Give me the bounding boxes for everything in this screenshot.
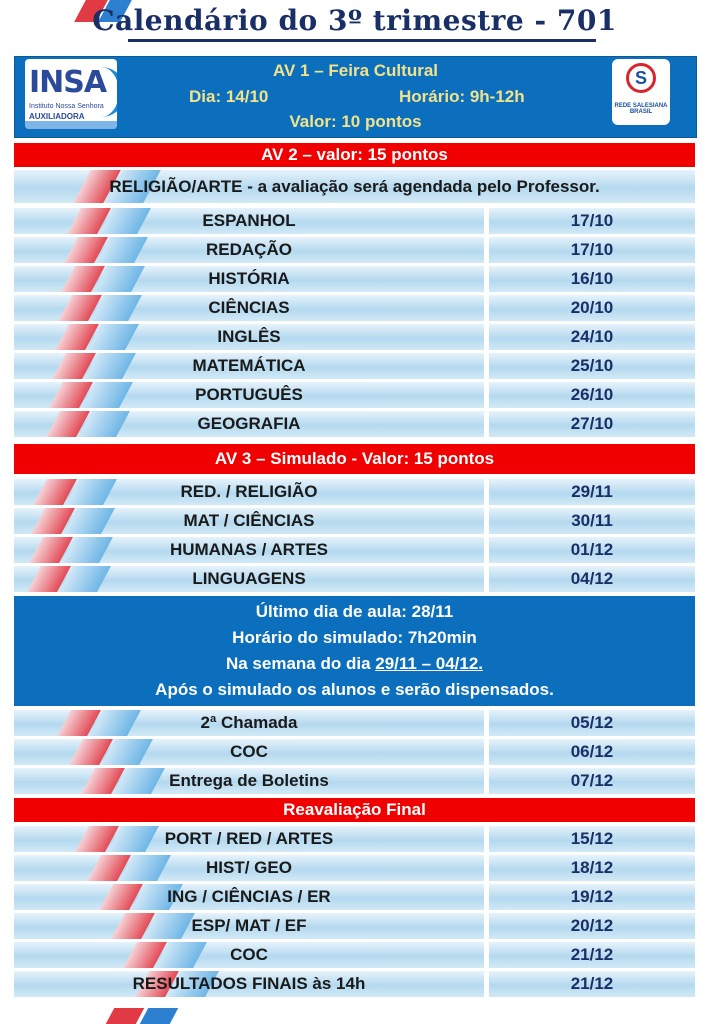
- date-cell: [489, 971, 695, 997]
- date-label: 30/11: [571, 511, 613, 530]
- subject-cell: [14, 353, 484, 379]
- date-cell: [489, 942, 695, 968]
- subject-cell: [14, 266, 484, 292]
- date-label: 24/10: [570, 327, 614, 346]
- date-cell: [489, 710, 695, 736]
- subject-label: HUMANAS / ARTES: [169, 540, 329, 559]
- corner-stripe-blue-bottom: [140, 1008, 179, 1024]
- date-label: 18/12: [570, 858, 614, 877]
- date-cell: [489, 208, 695, 234]
- date-label: 19/12: [570, 887, 614, 906]
- info-dismissal: Após o simulado os alunos e serão dispensados.: [155, 680, 554, 699]
- date-label: 20/10: [570, 298, 614, 317]
- subject-cell: [14, 942, 484, 968]
- date-label: 04/12: [570, 569, 614, 588]
- subject-cell: [14, 971, 484, 997]
- date-label: 27/10: [570, 414, 614, 433]
- date-cell: [489, 353, 695, 379]
- av3-header: AV 3 – Simulado - Valor: 15 pontos: [14, 444, 695, 474]
- subject-label: PORTUGUÊS: [195, 385, 303, 404]
- date-cell: [489, 295, 695, 321]
- av1-time: Horário: 9h-12h: [399, 87, 525, 106]
- subject-cell: [14, 295, 484, 321]
- insa-logo-name: AUXILIADORA: [29, 112, 85, 121]
- info-last-day: Último dia de aula: 28/11: [255, 602, 454, 621]
- date-cell: [489, 237, 695, 263]
- date-label: 20/12: [570, 916, 614, 935]
- subject-label: ING / CIÊNCIAS / ER: [167, 887, 331, 906]
- date-label: 21/12: [570, 974, 614, 993]
- subject-label: COC: [230, 742, 268, 761]
- subject-label: CIÊNCIAS: [208, 298, 290, 317]
- subject-cell: [14, 382, 484, 408]
- date-cell: [489, 913, 695, 939]
- info-week-prefix: Na semana do dia: [225, 654, 376, 673]
- subject-cell: [14, 411, 484, 437]
- date-label: 15/12: [570, 829, 614, 848]
- av1-title: AV 1 – Feira Cultural: [272, 61, 438, 80]
- subject-label: INGLÊS: [217, 327, 281, 346]
- av2-header: AV 2 – valor: 15 pontos: [14, 143, 695, 167]
- info-week-dates: 29/11 – 04/12.: [375, 654, 484, 673]
- date-cell: [489, 479, 695, 505]
- subject-label: MATEMÁTICA: [192, 356, 306, 375]
- subject-cell: [14, 710, 484, 736]
- date-label: 01/12: [570, 540, 614, 559]
- date-label: 21/12: [570, 945, 614, 964]
- subject-label: ESP/ MAT / EF: [191, 916, 307, 935]
- info-simulado-time: Horário do simulado: 7h20min: [232, 628, 477, 647]
- date-cell: [489, 382, 695, 408]
- reav-header: Reavaliação Final: [14, 798, 695, 822]
- subject-cell: [14, 739, 484, 765]
- rede-s-icon: S: [634, 68, 647, 88]
- insa-logo-text: INSA: [29, 65, 107, 100]
- date-label: 07/12: [570, 771, 614, 790]
- date-cell: [489, 266, 695, 292]
- simulado-info-box: [14, 596, 695, 706]
- subject-label: Entrega de Boletins: [169, 771, 329, 790]
- date-label: 17/10: [570, 211, 614, 230]
- av2-note-row: [14, 170, 695, 203]
- av1-banner: [14, 56, 697, 138]
- subject-label: RED. / RELIGIÃO: [180, 482, 318, 501]
- date-cell: [489, 508, 695, 534]
- rede-salesiana-logo: [612, 59, 670, 125]
- date-cell: [489, 537, 695, 563]
- date-cell: [489, 566, 695, 592]
- date-label: 05/12: [570, 713, 614, 732]
- subject-label: ESPANHOL: [202, 211, 296, 230]
- date-label: 16/10: [570, 269, 614, 288]
- date-cell: [489, 768, 695, 794]
- date-cell: [489, 411, 695, 437]
- subject-cell: [14, 237, 484, 263]
- date-cell: [489, 855, 695, 881]
- subject-cell: [14, 479, 484, 505]
- date-cell: [489, 884, 695, 910]
- subject-cell: [14, 208, 484, 234]
- subject-cell: [14, 566, 484, 592]
- subject-cell: [14, 855, 484, 881]
- av1-date: Dia: 14/10: [189, 87, 269, 106]
- info-week: [14, 654, 695, 674]
- subject-cell: [14, 768, 484, 794]
- date-label: 29/11: [571, 482, 613, 501]
- subject-label: GEOGRAFIA: [197, 414, 301, 433]
- subject-label: HIST/ GEO: [206, 858, 292, 877]
- insa-logo-subtitle: Instituto Nossa Senhora: [29, 103, 104, 110]
- date-cell: [489, 826, 695, 852]
- date-label: 25/10: [570, 356, 614, 375]
- corner-stripe-red-bottom: [106, 1008, 145, 1024]
- av2-note: RELIGIÃO/ARTE - a avaliação será agendada pelo Professor.: [109, 177, 600, 196]
- title-underline: [128, 39, 596, 42]
- subject-label: RESULTADOS FINAIS às 14h: [132, 974, 366, 993]
- subject-cell: [14, 537, 484, 563]
- subject-cell: [14, 826, 484, 852]
- subject-cell: [14, 913, 484, 939]
- date-cell: [489, 324, 695, 350]
- subject-label: LINGUAGENS: [192, 569, 306, 588]
- date-label: 26/10: [570, 385, 614, 404]
- date-label: 06/12: [570, 742, 614, 761]
- subject-label: PORT / RED / ARTES: [164, 829, 334, 848]
- av1-value: Valor: 10 pontos: [289, 112, 422, 131]
- rede-logo-text: REDE SALESIANA BRASIL: [614, 103, 668, 115]
- subject-label: 2ª Chamada: [200, 713, 298, 732]
- date-cell: [489, 739, 695, 765]
- subject-cell: [14, 884, 484, 910]
- subject-label: COC: [230, 945, 268, 964]
- subject-cell: [14, 508, 484, 534]
- subject-label: HISTÓRIA: [208, 269, 290, 288]
- page-title: Calendário do 3º trimestre - 701: [92, 4, 617, 37]
- subject-cell: [14, 324, 484, 350]
- date-label: 17/10: [570, 240, 614, 259]
- subject-label: REDAÇÃO: [206, 240, 292, 259]
- subject-label: MAT / CIÊNCIAS: [183, 511, 315, 530]
